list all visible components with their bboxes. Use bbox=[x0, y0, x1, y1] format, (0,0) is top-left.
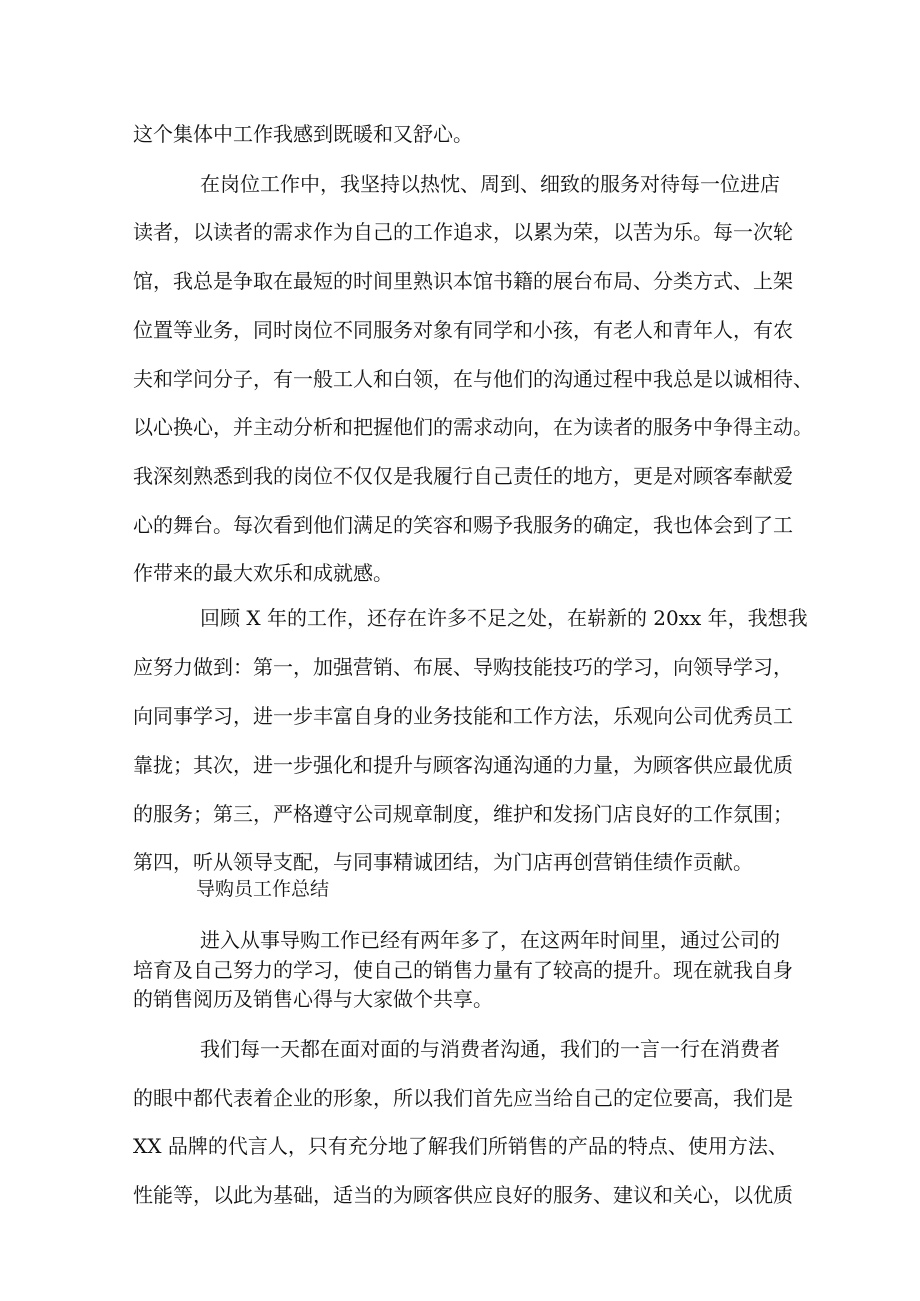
paragraph-2-line-1: 在岗位工作中，我坚持以热忱、周到、细致的服务对待每一位进店 bbox=[200, 172, 780, 196]
paragraph-2-line-3: 馆，我总是争取在最短的时间里熟识本馆书籍的展台布局、分类方式、上架 bbox=[133, 269, 793, 293]
paragraph-2-line-7: 我深刻熟悉到我的岗位不仅仅是我履行自己责任的地方，更是对顾客奉献爱 bbox=[133, 464, 793, 488]
paragraph-3-line-2: 应努力做到：第一，加强营销、布展、导购技能技巧的学习，向领导学习， bbox=[133, 655, 793, 679]
paragraph-4-line-3: 的销售阅历及销售心得与大家做个共享。 bbox=[133, 987, 493, 1011]
paragraph-2-line-8: 心的舞台。每次看到他们满足的笑容和赐予我服务的确定，我也体会到了工 bbox=[133, 513, 793, 537]
paragraph-2-line-6: 以心换心，并主动分析和把握他们的需求动向，在为读者的服务中争得主动。 bbox=[133, 415, 813, 439]
paragraph-2-line-5: 夫和学问分子，有一般工人和白领，在与他们的沟通过程中我总是以诚相待、 bbox=[133, 367, 813, 391]
paragraph-3-line-4: 靠拢；其次，进一步强化和提升与顾客沟通沟通的力量，为顾客供应最优质 bbox=[133, 753, 793, 777]
paragraph-2-line-9: 作带来的最大欢乐和成就感。 bbox=[133, 561, 393, 585]
paragraph-3-line-5: 的服务；第三，严格遵守公司规章制度，维护和发扬门店良好的工作氛围； bbox=[133, 802, 793, 826]
paragraph-4-line-2: 培育及自己努力的学习，使自己的销售力量有了较高的提升。现在就我自身 bbox=[133, 958, 793, 982]
paragraph-2-line-2: 读者，以读者的需求作为自己的工作追求，以累为荣，以苦为乐。每一次轮 bbox=[133, 220, 793, 244]
paragraph-3-line-1: 回顾 X 年的工作，还存在许多不足之处，在崭新的 20xx 年，我想我 bbox=[200, 606, 808, 630]
section-heading: 导购员工作总结 bbox=[196, 878, 330, 900]
paragraph-5-line-2: 的眼中都代表着企业的形象，所以我们首先应当给自己的定位要高，我们是 bbox=[133, 1086, 793, 1110]
paragraph-1-line-1: 这个集体中工作我感到既暖和又舒心。 bbox=[133, 122, 473, 146]
paragraph-4-line-1: 进入从事导购工作已经有两年多了，在这两年时间里，通过公司的 bbox=[200, 928, 780, 952]
paragraph-3-line-6: 第四，听从领导支配，与同事精诚团结，为门店再创营销佳绩作贡献。 bbox=[133, 850, 753, 874]
paragraph-5-line-4: 性能等，以此为基础，适当的为顾客供应良好的服务、建议和关心，以优质 bbox=[133, 1183, 793, 1207]
paragraph-5-line-1: 我们每一天都在面对面的与消费者沟通，我们的一言一行在消费者 bbox=[200, 1037, 780, 1061]
paragraph-3-line-3: 向同事学习，进一步丰富自身的业务技能和工作方法，乐观向公司优秀员工 bbox=[133, 704, 793, 728]
paragraph-5-line-3: XX 品牌的代言人，只有充分地了解我们所销售的产品的特点、使用方法、 bbox=[133, 1134, 788, 1158]
paragraph-2-line-4: 位置等业务，同时岗位不同服务对象有同学和小孩，有老人和青年人，有农 bbox=[133, 318, 793, 342]
